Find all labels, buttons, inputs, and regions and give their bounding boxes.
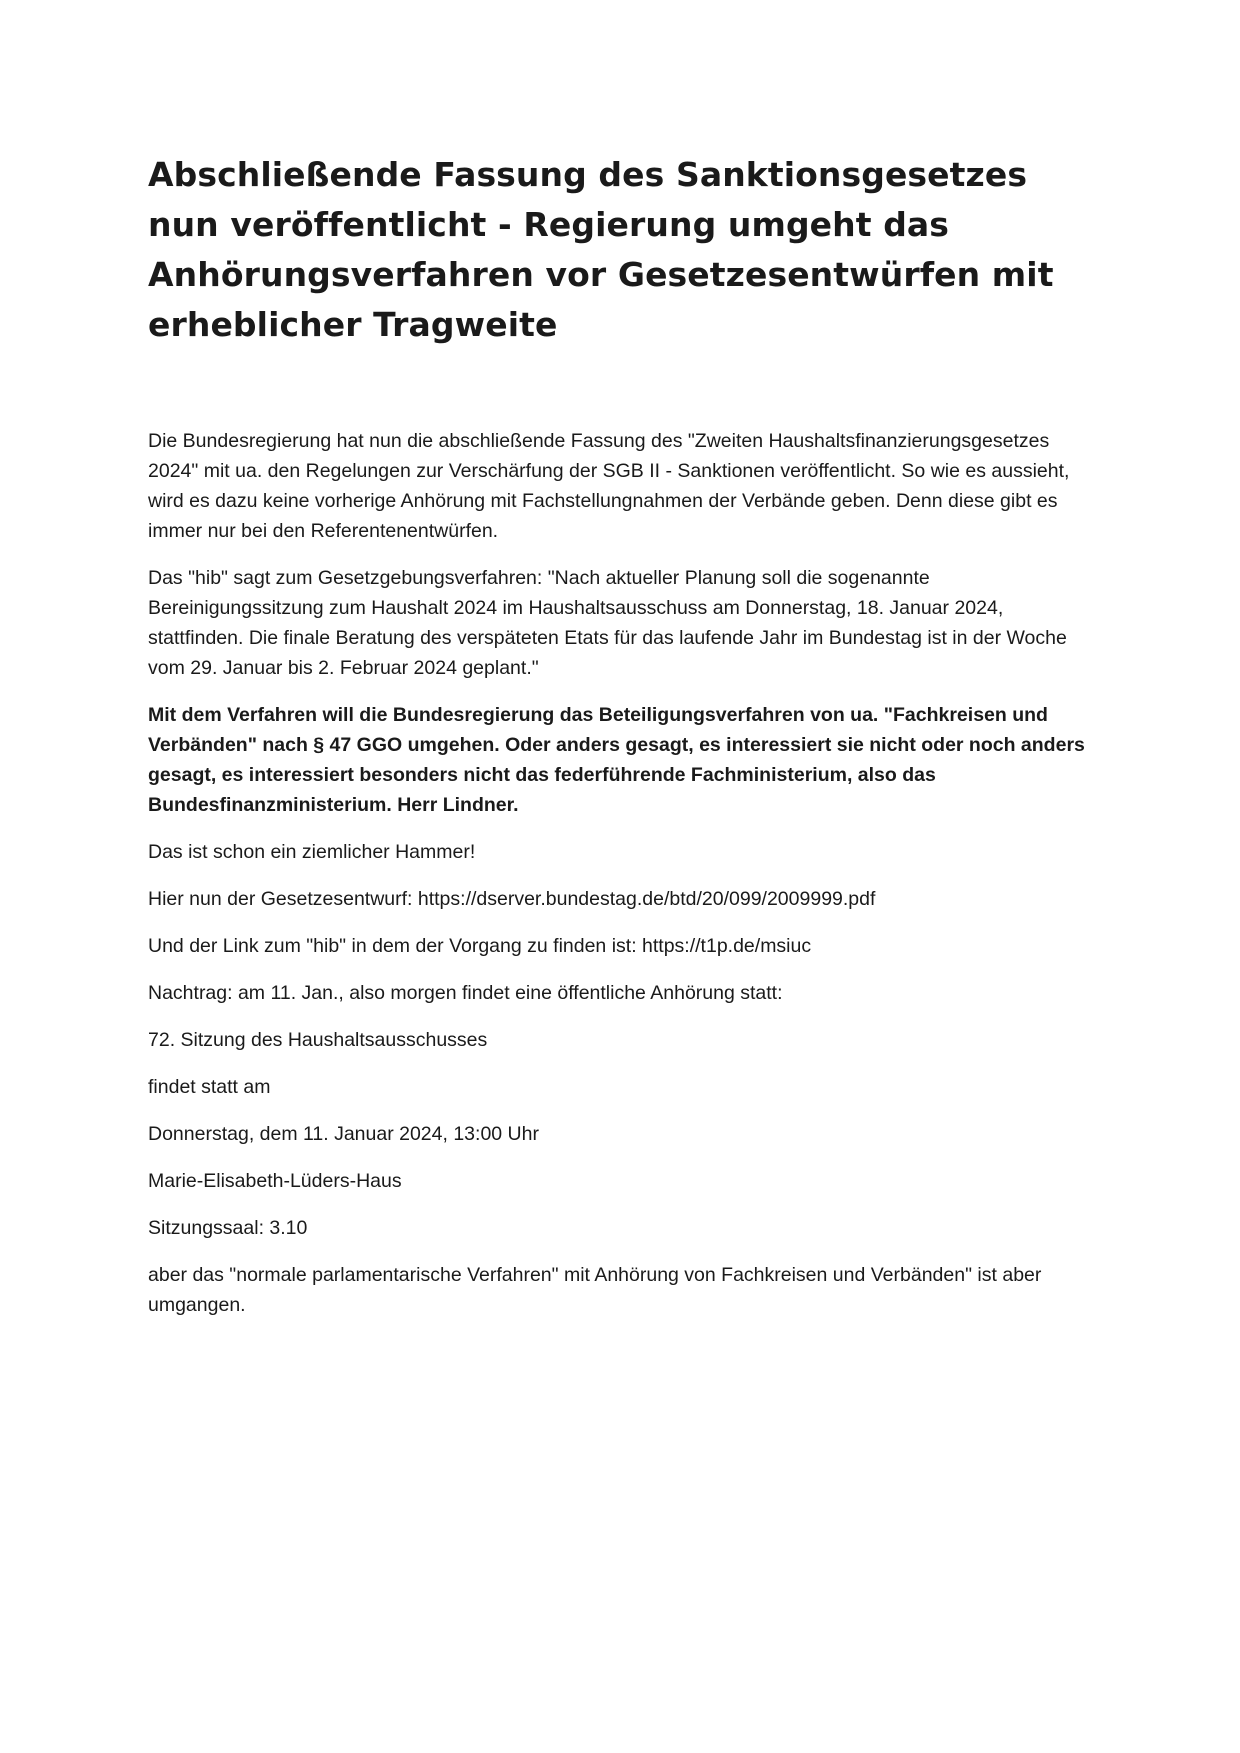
document-page <box>148 150 1098 1337</box>
paragraph-hammer: Das ist schon ein ziemlicher Hammer! <box>148 841 476 863</box>
paragraph-intro: Die Bundesregierung hat nun die abschließende Fassung des "Zweiten Haushaltsfinanzierungsgesetzes 2024" mit ua. den Regelungen zur Verschärfung der SGB II - Sanktionen veröffentlicht. So wie es aussieht, wird es dazu keine vorherige Anhörung mit Fachstellungnahmen der Verbände geben. Denn diese gibt es immer nur bei den Referentenentwürfen. <box>148 430 1070 542</box>
paragraph-hib-quote: Das "hib" sagt zum Gesetzgebungsverfahren: "Nach aktueller Planung soll die sogenannte Bereinigungssitzung zum Haushalt 2024 im Haushaltsausschuss am Donnerstag, 18. Januar 2024, stattfinden. Die finale Beratung des verspäteten Etats für das laufende Jahr im Bundestag ist in der Woche vom 29. Januar bis 2. Februar 2024 geplant." <box>148 567 1067 679</box>
paragraph-emphasis: Mit dem Verfahren will die Bundesregierung das Beteiligungsverfahren von ua. "Fachkreisen und Verbänden" nach § 47 GGO umgehen. Oder anders gesagt, es interessiert sie nicht oder noch anders gesagt, es interessiert besonders nicht das federführende Fachministerium, also das Bundesfinanzministerium. Herr Lindner. <box>148 704 1085 816</box>
paragraph-room: Sitzungssaal: 3.10 <box>148 1217 308 1239</box>
paragraph-takes-place: findet statt am <box>148 1076 271 1098</box>
paragraph-session: 72. Sitzung des Haushaltsausschusses <box>148 1029 488 1051</box>
paragraph-building: Marie-Elisabeth-Lüders-Haus <box>148 1170 402 1192</box>
paragraph-addendum: Nachtrag: am 11. Jan., also morgen findet eine öffentliche Anhörung statt: <box>148 982 783 1004</box>
document-title: Abschließende Fassung des Sanktionsgesetzes nun veröffentlicht - Regierung umgeht das Anhörungsverfahren vor Gesetzesentwürfen mit erheblicher Tragweite <box>148 155 1054 344</box>
paragraph-closing: aber das "normale parlamentarische Verfahren" mit Anhörung von Fachkreisen und Verbänden" ist aber umgangen. <box>148 1264 1042 1316</box>
paragraph-date-time: Donnerstag, dem 11. Januar 2024, 13:00 Uhr <box>148 1123 539 1145</box>
paragraph-hib-link: Und der Link zum "hib" in dem der Vorgang zu finden ist: https://t1p.de/msiuc <box>148 935 812 957</box>
paragraph-draft-link: Hier nun der Gesetzesentwurf: https://dserver.bundestag.de/btd/20/099/2009999.pdf <box>148 888 876 910</box>
